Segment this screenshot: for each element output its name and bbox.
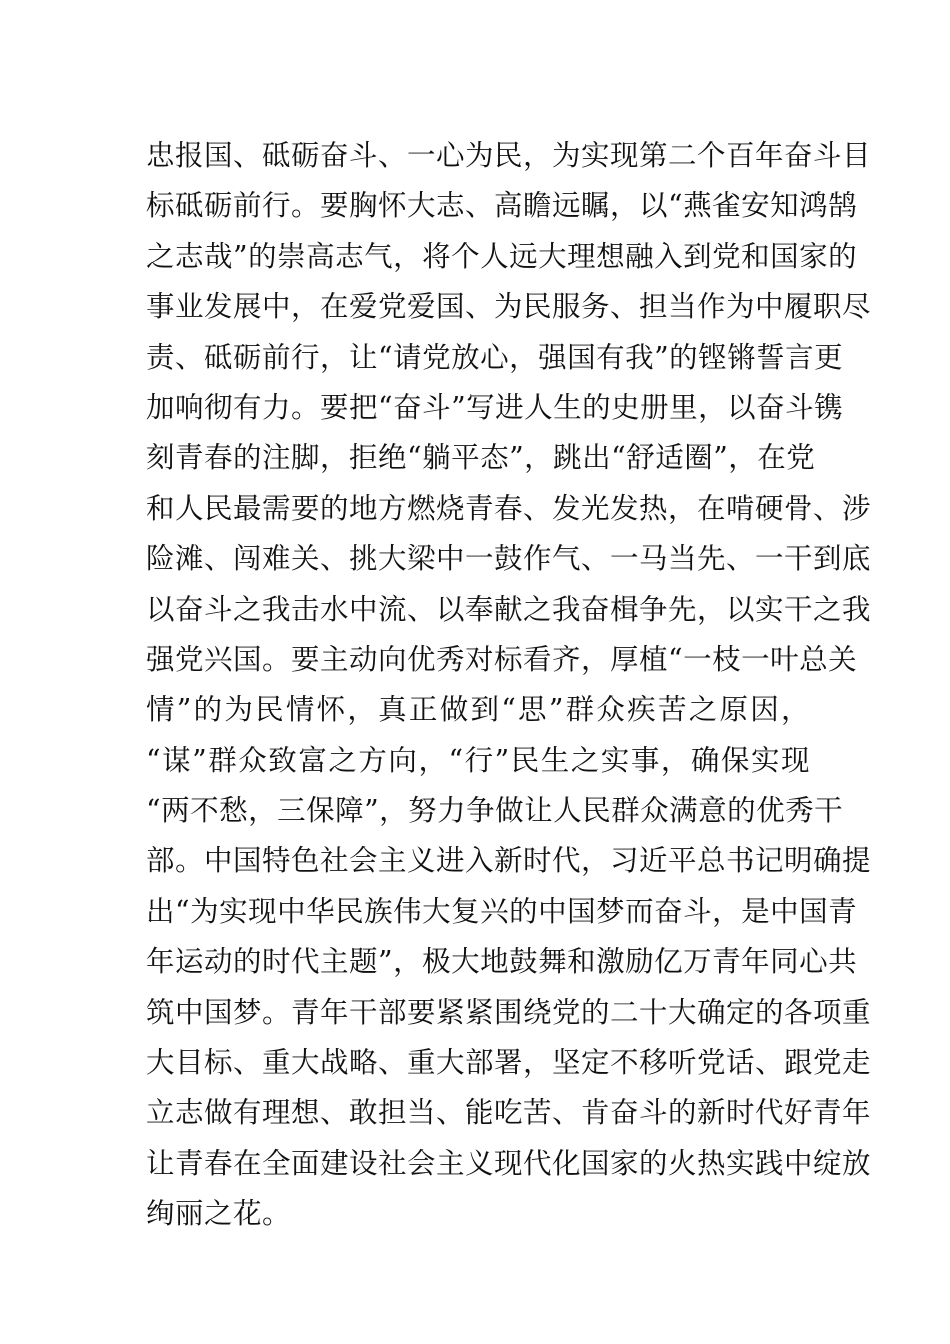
text-line: “谋”群众致富之方向，“行”民生之实事，确保实现 bbox=[146, 743, 810, 777]
text-line: 筑中国梦。青年干部要紧紧围绕党的二十大确定的各项重 bbox=[146, 995, 872, 1029]
text-line: 大目标、重大战略、重大部署，坚定不移听党话、跟党走 bbox=[146, 1046, 872, 1080]
text-line: 标砥砺前行。要胸怀大志、高瞻远瞩，以“燕雀安知鸿鹄 bbox=[146, 189, 858, 223]
text-line: 忠报国、砥砺奋斗、一心为民，为实现第二个百年奋斗目 bbox=[146, 139, 872, 172]
text-line: 险滩、闯难关、挑大梁中一鼓作气、一马当先、一干到底 bbox=[146, 542, 872, 576]
text-line: 部。中国特色社会主义进入新时代，习近平总书记明确提 bbox=[146, 844, 872, 878]
text-line: 和人民最需要的地方燃烧青春、发光发热，在啃硬骨、涉 bbox=[146, 491, 872, 525]
text-line: 年运动的时代主题”，极大地鼓舞和激励亿万青年同心共 bbox=[146, 945, 858, 979]
text-line: 情”的为民情怀，真正做到“思”群众疾苦之原因， bbox=[146, 693, 810, 727]
text-line: 刻青春的注脚，拒绝“躺平态”，跳出“舒适圈”，在党 bbox=[146, 441, 816, 475]
text-line: 加响彻有力。要把“奋斗”写进人生的史册里，以奋斗镌 bbox=[146, 390, 844, 424]
text-line: 之志哉”的崇高志气，将个人远大理想融入到党和国家的 bbox=[146, 239, 858, 273]
text-line: 绚丽之花。 bbox=[146, 1197, 292, 1231]
text-line: 出“为实现中华民族伟大复兴的中国梦而奋斗，是中国青 bbox=[146, 894, 858, 928]
text-line: 立志做有理想、敢担当、能吃苦、肯奋斗的新时代好青年 bbox=[146, 1096, 872, 1130]
text-line: 强党兴国。要主动向优秀对标看齐，厚植“一枝一叶总关 bbox=[146, 642, 858, 676]
text-line: 让青春在全面建设社会主义现代化国家的火热实践中绽放 bbox=[146, 1146, 872, 1180]
body-paragraph bbox=[146, 131, 872, 1240]
text-line: 以奋斗之我击水中流、以奉献之我奋楫争先，以实干之我 bbox=[146, 592, 872, 626]
text-line: “两不愁，三保障”，努力争做让人民群众满意的优秀干 bbox=[146, 794, 844, 828]
text-line: 事业发展中，在爱党爱国、为民服务、担当作为中履职尽 bbox=[146, 290, 872, 324]
text-line: 责、砥砺前行，让“请党放心，强国有我”的铿锵誓言更 bbox=[146, 340, 844, 374]
